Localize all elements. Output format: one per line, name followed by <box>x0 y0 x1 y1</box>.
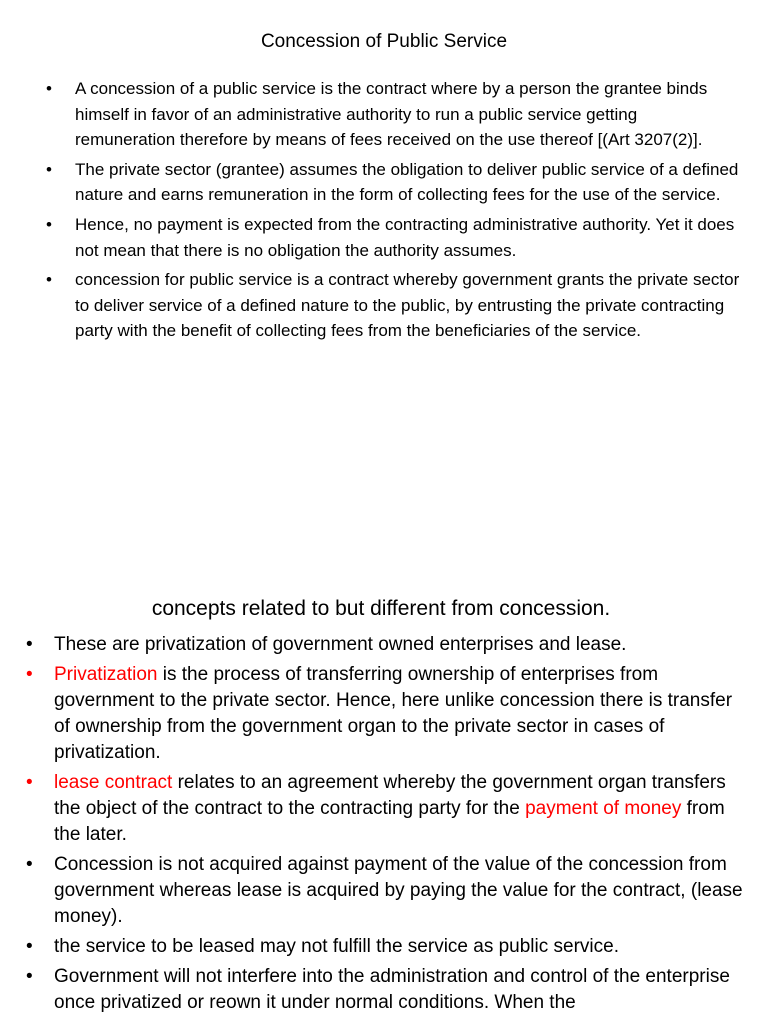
bullet-text: Concession is not acquired against payment of the value of the concession from government whereas lease is acquired by paying the value for the contract, (lease money). <box>54 854 743 927</box>
slide-related-concepts <box>0 578 768 1024</box>
bullet-icon: • <box>26 854 33 875</box>
bullet-list <box>0 76 740 348</box>
list-item <box>0 852 750 930</box>
list-item <box>0 157 740 208</box>
highlight-term: Privatization <box>54 664 158 685</box>
bullet-text <box>54 772 726 845</box>
list-item <box>0 934 750 960</box>
bullet-text-rest: is the process of transferring ownership of enterprises from government to the private sector. Hence, here unlike concession there is transfer of ownership from the government organ to the private sector in cases of privatization. <box>54 664 733 763</box>
list-item <box>0 662 750 766</box>
highlight-term: lease contract <box>54 772 173 793</box>
bullet-icon: • <box>26 772 33 793</box>
bullet-icon: • <box>26 936 33 957</box>
bullet-icon: • <box>46 159 52 179</box>
bullet-text <box>54 664 732 763</box>
highlight-term: payment of money <box>525 798 682 819</box>
bullet-icon: • <box>26 634 33 655</box>
slide-title: concepts related to but different from concession. <box>151 597 611 620</box>
bullet-text: concession for public service is a contract whereby government grants the private sector to deliver service of a defined nature to the public, by entrusting the private contracting party with the benefit of collecting fees from the beneficiaries of the service. <box>75 270 740 341</box>
bullet-list <box>0 632 750 1020</box>
list-item <box>0 267 740 344</box>
bullet-text: The private sector (grantee) assumes the obligation to deliver public service of a defined nature and earns remuneration in the form of collecting fees for the use of the service. <box>75 159 739 205</box>
bullet-text: the service to be leased may not fulfill the service as public service. <box>54 936 619 957</box>
bullet-text-end: from the later. <box>54 798 725 845</box>
list-item <box>0 632 750 658</box>
bullet-icon: • <box>46 270 52 290</box>
bullet-icon: • <box>46 79 52 98</box>
bullet-text: Government will not interfere into the administration and control of the enterprise once privatized or reown it under normal conditions. When the <box>54 966 730 1013</box>
bullet-text: A concession of a public service is the contract where by a person the grantee binds himself in favor of an administrative authority to run a public service getting remuneration therefore by means of fees received on the use thereof [(Art 3207(2)]. <box>75 79 708 150</box>
bullet-icon: • <box>26 664 33 685</box>
slide-title: Concession of Public Service <box>260 31 508 52</box>
bullet-icon: • <box>46 214 52 234</box>
list-item <box>0 212 740 263</box>
list-item <box>0 770 750 848</box>
bullet-text: These are privatization of government owned enterprises and lease. <box>54 634 627 655</box>
bullet-text: Hence, no payment is expected from the contracting administrative authority. Yet it does not mean that there is no obligation the authority assumes. <box>75 214 735 260</box>
bullet-text-mid: relates to an agreement whereby the government organ transfers the object of the contract to the contracting party for the <box>54 772 726 819</box>
bullet-icon: • <box>26 966 33 987</box>
list-item <box>0 76 740 153</box>
list-item <box>0 964 750 1016</box>
slide-concession-of-public-service <box>0 0 768 470</box>
